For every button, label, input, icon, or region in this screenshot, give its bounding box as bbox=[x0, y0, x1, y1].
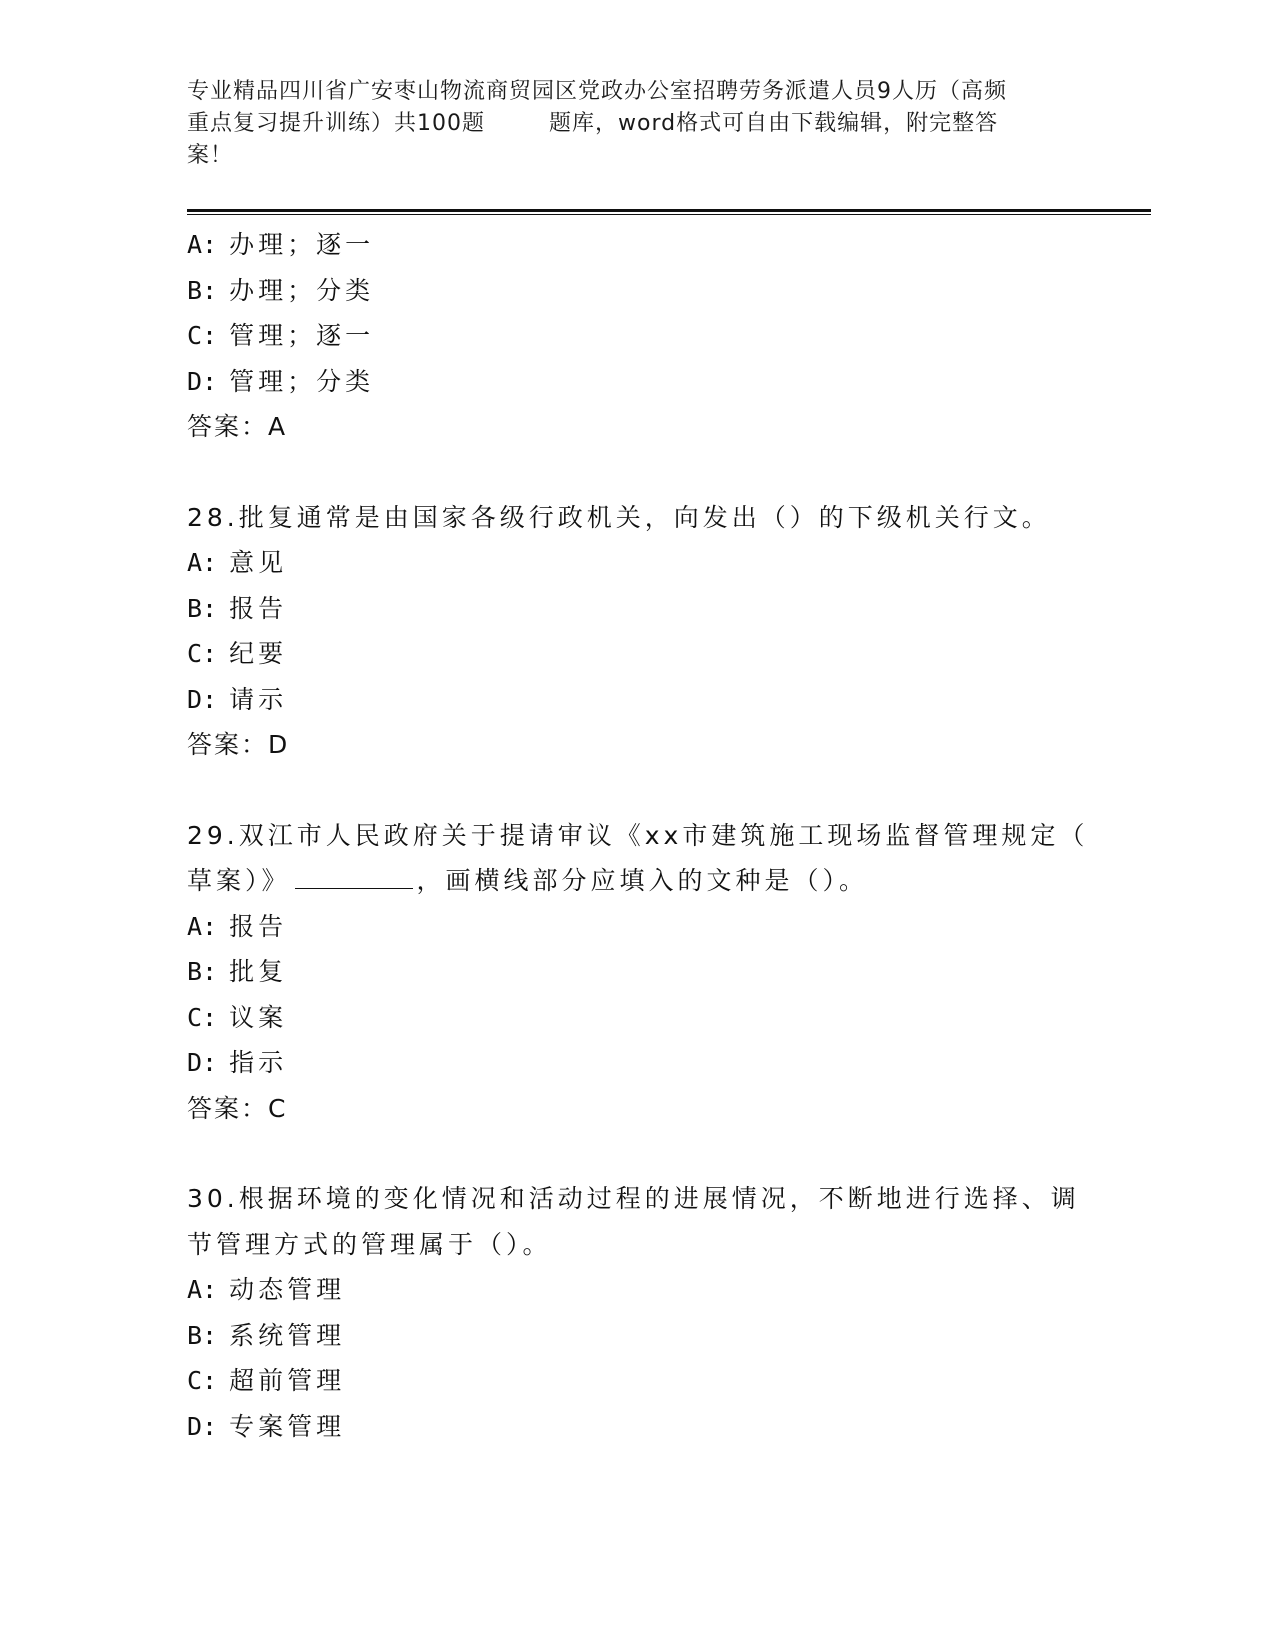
header-rule-thick bbox=[187, 209, 1151, 212]
answer-line: 答案：D bbox=[187, 730, 290, 759]
option-a: A: 意见 bbox=[187, 548, 288, 577]
header-line-2-part-a: 重点复习提升训练）共100题 bbox=[187, 111, 485, 136]
header-rule-thin bbox=[187, 214, 1151, 215]
header-line-2-part-b: 题库，word格式可自由下载编辑，附完整答 bbox=[549, 111, 999, 136]
fill-in-blank bbox=[295, 868, 413, 889]
option-d: D: 管理；分类 bbox=[187, 366, 375, 396]
question-text-line-2: 节管理方式的管理属于（）。 bbox=[187, 1229, 552, 1259]
question-27-continuation bbox=[187, 222, 1087, 450]
option-b: B: 办理；分类 bbox=[187, 275, 375, 305]
question-28 bbox=[187, 495, 1087, 768]
option-a: A: 报告 bbox=[187, 911, 288, 941]
answer-line: 答案：A bbox=[187, 412, 288, 441]
question-30 bbox=[187, 1176, 1087, 1449]
answer-line: 答案：C bbox=[187, 1093, 288, 1123]
option-a: A: 动态管理 bbox=[187, 1275, 346, 1304]
document-content bbox=[187, 222, 1087, 1449]
header-line-3: 案！ bbox=[187, 143, 234, 168]
option-b: B: 批复 bbox=[187, 957, 288, 986]
header-line-1: 专业精品四川省广安枣山物流商贸园区党政办公室招聘劳务派遣人员9人历（高频 bbox=[187, 79, 1007, 104]
option-d: D: 指示 bbox=[187, 1048, 288, 1077]
option-c: C: 议案 bbox=[187, 1002, 288, 1032]
option-b: B: 报告 bbox=[187, 593, 288, 623]
option-d: D: 请示 bbox=[187, 684, 288, 714]
document-header bbox=[187, 76, 1087, 172]
question-text-line-2: 草案）》 ，画横线部分应填入的文种是（）。 bbox=[187, 866, 869, 895]
option-c: C: 管理；逐一 bbox=[187, 321, 375, 350]
option-c: C: 纪要 bbox=[187, 639, 288, 668]
option-c: C: 超前管理 bbox=[187, 1366, 346, 1395]
question-text-line-1: 30.根据环境的变化情况和活动过程的进展情况，不断地进行选择、调 bbox=[187, 1184, 1080, 1213]
option-b: B: 系统管理 bbox=[187, 1320, 346, 1350]
option-a: A: 办理；逐一 bbox=[187, 230, 375, 259]
header-line-2 bbox=[187, 108, 1087, 140]
question-29 bbox=[187, 813, 1087, 1132]
question-text: 28.批复通常是由国家各级行政机关，向发出（）的下级机关行文。 bbox=[187, 502, 1051, 532]
question-text-line-1: 29.双江市人民政府关于提请审议《xx市建筑施工现场监督管理规定（ bbox=[187, 820, 1089, 850]
option-d: D: 专案管理 bbox=[187, 1411, 346, 1441]
